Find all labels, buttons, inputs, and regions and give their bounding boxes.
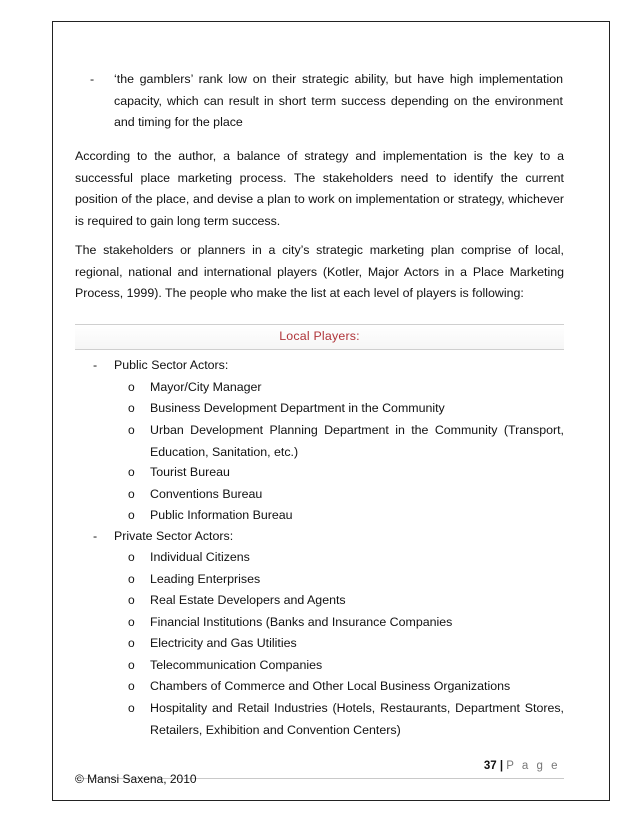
list-item: o Chambers of Commerce and Other Local Business Organizations [128, 676, 564, 698]
bullet-marker: o [128, 550, 135, 564]
list-item: o Urban Development Planning Department in the Community (Transport, Education, Sanitation, etc.) [128, 420, 564, 463]
list-item: o Mayor/City Manager [128, 377, 564, 399]
bullet-marker: o [128, 401, 135, 415]
bullet-marker: o [128, 701, 135, 715]
paragraph-stakeholders: The stakeholders or planners in a city’s strategic marketing plan comprise of local, regional, national and international players (Kotler, Major Actors in a Place Marketing Process, 1999). The people who make the list at each level of players is following: [75, 243, 564, 300]
gamblers-item [90, 69, 563, 134]
public-sector-heading [93, 355, 229, 377]
page-label: P a g e [506, 760, 560, 772]
bullet-marker: o [128, 423, 135, 437]
bullet-marker: o [128, 508, 135, 522]
list-item: o Telecommunication Companies [128, 655, 564, 677]
section-heading-box [75, 324, 564, 350]
page-number-value: 37 [483, 760, 497, 772]
dash-marker: - [90, 72, 95, 86]
list-item: o Public Information Bureau [128, 505, 564, 527]
dash-marker: - [93, 358, 98, 372]
gamblers-text: ‘the gamblers’ rank low on their strategic ability, but have high implementation capacity, which can result in short term success depending on the environment and timing for the place [114, 72, 563, 129]
bullet-marker: o [128, 615, 135, 629]
list-item: o Business Development Department in the Community [128, 398, 564, 420]
list-item: o Individual Citizens [128, 547, 564, 569]
copyright: © Mansi Saxena, 2010 [75, 772, 197, 786]
private-sector-label: Private Sector Actors: [114, 529, 234, 543]
paragraph-balance: According to the author, a balance of strategy and implementation is the key to a successful place marketing process. The stakeholders need to identify the current position of the place, and devise a plan to work on implementation or strategy, whichever is required to gain long term success. [75, 149, 564, 228]
bullet-marker: o [128, 572, 135, 586]
list-item: o Financial Institutions (Banks and Insurance Companies [128, 612, 564, 634]
bullet-marker: o [128, 380, 135, 394]
page-number [484, 760, 560, 772]
list-item: o Tourist Bureau [128, 462, 564, 484]
list-item: o Leading Enterprises [128, 569, 564, 591]
public-sector-label: Public Sector Actors: [114, 358, 229, 372]
bullet-marker: o [128, 679, 135, 693]
list-item: o Hospitality and Retail Industries (Hotels, Restaurants, Department Stores, Retailers, Exhibition and Convention Centers) [128, 698, 564, 741]
bullet-marker: o [128, 465, 135, 479]
bullet-marker: o [128, 593, 135, 607]
list-item: o Real Estate Developers and Agents [128, 590, 564, 612]
list-item: o Electricity and Gas Utilities [128, 633, 564, 655]
private-sector-heading [93, 526, 234, 548]
bullet-marker: o [128, 658, 135, 672]
dash-marker: - [93, 529, 98, 543]
page-separator: | [499, 760, 504, 772]
section-heading: Local Players: [279, 329, 360, 343]
list-item: o Conventions Bureau [128, 484, 564, 506]
bullet-marker: o [128, 636, 135, 650]
bullet-marker: o [128, 487, 135, 501]
